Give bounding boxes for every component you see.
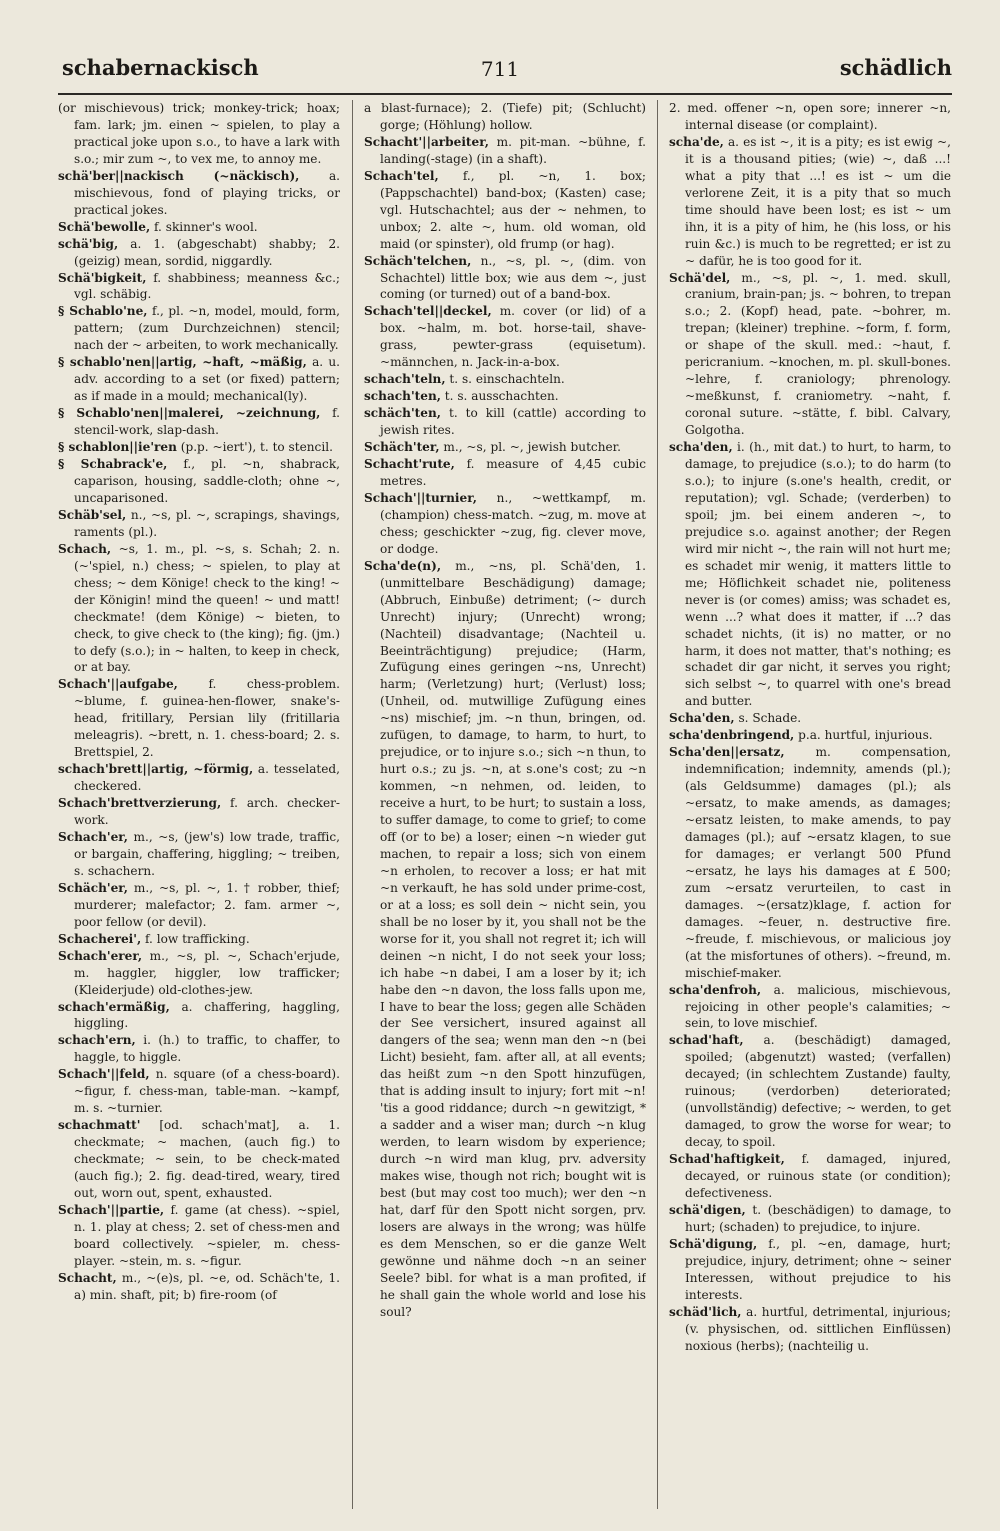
dictionary-entry (58, 219, 340, 236)
column-3 (669, 100, 951, 1509)
entry-definition: f. damaged, injured, decayed, or ruinous state (or condition); defectiveness. (685, 1152, 951, 1200)
column-divider (657, 100, 658, 1509)
dictionary-entry (58, 168, 340, 219)
dictionary-entry (669, 270, 951, 440)
dictionary-entry (58, 829, 340, 880)
entry-definition: n., ~s, pl. ~, scrapings, shavings, raments (pl.). (74, 507, 340, 539)
headword: schach'ern, (58, 1033, 136, 1048)
dictionary-entry (364, 303, 646, 371)
dictionary-entry (58, 303, 340, 354)
dictionary-entry (669, 1202, 951, 1236)
dictionary-entry (58, 1032, 340, 1066)
dictionary-entry (669, 727, 951, 744)
dictionary-entry (58, 931, 340, 948)
headword: scha'denfroh, (669, 982, 762, 997)
dictionary-entry (669, 1304, 951, 1355)
headword: § schablon||ie'ren (58, 440, 177, 455)
entry-definition: m., ~s, pl. ~, 1. † robber, thief; murderer; malefactor; 2. fam. armer ~, poor fellow (or devil). (74, 880, 340, 929)
dictionary-entry (58, 1066, 340, 1117)
entry-definition: a blast-furnace); 2. (Tiefe) pit; (Schlucht) gorge; (Höhlung) hollow. (364, 101, 646, 132)
entry-definition: f., pl. ~n, 1. box; (Pappschachtel) band-box; (Kasten) case; vgl. Hutschachtel; aus der ~ nehmen, to unbox; 2. alte ~, hum. old woman, old maid (or spinster), old frump (or hag). (380, 168, 646, 251)
headword: § schablo'nen||artig, ~haft, ~mäßig, (58, 355, 307, 370)
entry-definition: ~s, 1. m., pl. ~s, s. Schah; 2. n. (~'spiel, n.) chess; ~ spielen, to play at chess; ~ dem Könige! check to the king! ~ der Königin! mind the queen! ~ und matt! checkmate! (dem Könige) ~ bieten, to check, to give check to (the king); fig. (jm.) to defy (s.o.); in ~ halten, to keep in check, or at bay. (74, 541, 340, 675)
entry-definition: n., ~s, pl. ~, (dim. von Schachtel) little box; wie aus dem ~, just coming (or turned) out of a band-box. (380, 253, 646, 302)
entry-definition: m., ~s, pl. ~, Schach'erjude, m. haggler, higgler, low trafficker; (Kleiderjude) old-clothes-jew. (74, 948, 340, 997)
headword: Schach'brettverzierung, (58, 796, 222, 811)
dictionary-entry (58, 354, 340, 405)
entry-definition: t. to kill (cattle) according to jewish rites. (380, 406, 646, 438)
dictionary-entry (669, 100, 951, 134)
headword: Schach'||partie, (58, 1202, 165, 1217)
headword: Schä'digung, (669, 1236, 758, 1251)
dictionary-entry (364, 371, 646, 388)
entry-definition: f. shabbiness; meanness &c.; vgl. schäbig. (74, 270, 340, 302)
headword: scha'den, (669, 440, 733, 455)
entry-definition: m. compensation, indemnification; indemnity, amends (pl.); (als Geldsumme) damages (pl.); als ~ersatz, to make amends, as damages; ~ersatz leisten, to make amends, to pay damages (pl.); auf ~ersatz klagen, to sue for damages; er verlangt 500 Pfund ~ersatz, he lays his damages at £ 500; zum ~ersatz verurteilen, to cast in damages. ~(ersatz)klage, f. action for damages. ~feuer, n. destructive fire. ~freude, f. mischievous, or malicious joy (at the misfortunes of others). ~freund, m. mischief-maker. (685, 745, 951, 980)
entry-definition: f. arch. checker-work. (74, 796, 340, 828)
entry-definition: f. game (at chess). ~spiel, n. 1. play at chess; 2. set of chess-men and board collectively. ~spieler, m. chess-player. ~stein, m. s. ~figur. (74, 1202, 340, 1268)
left-guide-word: schabernackisch (62, 55, 259, 80)
entry-definition: (or mischievous) trick; monkey-trick; hoax; fam. lark; jm. einen ~ spielen, to play a practical joke upon s.o., to have a lark with s.o.; mir zum ~, to vex me, to annoy me. (58, 101, 340, 166)
dictionary-entry (58, 676, 340, 761)
dictionary-entry (58, 1117, 340, 1202)
column-divider (352, 100, 353, 1509)
entry-definition: m. cover (or lid) of a box. ~halm, m. bot. horse-tail, shave-grass, pewter-grass (equisetum). ~männchen, n. Jack-in-a-box. (380, 304, 646, 370)
entry-definition: 2. med. offener ~n, open sore; innerer ~n, internal disease (or complaint). (669, 101, 951, 132)
entry-definition: m., ~ns, pl. Schä'den, 1. (unmittelbare Beschädigung) damage; (Abbruch, Einbuße) detriment; (~ durch Unrecht) injury; (Unrecht) wrong; (Nachteil) disadvantage; (Nachteil u. Beeinträchtigung) prejudice; (Harm, Zufügung eines geringen ~ns, Unrecht) harm; (Verletzung) hurt; (Verlust) loss; (Unheil, od. mutwillige Zufügung eines ~ns) mischief; jm. ~n thun, bringen, od. zufügen, to damage, to harm, to hurt, to prejudice, or to injure s.o.; sich ~n thun, to hurt o.s.; zu js. ~n, at s.one's cost; zu ~n kommen, ~n nehmen, od. leiden, to receive a hurt, to be hurt; to sustain a loss, to suffer damage, to come to grief; to come off (or to be) a loser; einen ~n wieder gut machen, to repair a loss; sich von einem ~n erholen, to recover a loss; er hat mit ~n verkauft, he has sold under prime-cost, or at a loss; es soll dein ~ nicht sein, you shall be no loser by it, you shall not be the worse for it, you shall not regret it; ich will deinen ~n nicht, I do not seek your loss; ich habe ~n dabei, I am a loser by it; ich habe den ~n davon, the loss falls upon me, I have to bear the loss; gegen alle Schäden der See versichert, insured against all dangers of the sea; wenn man den ~n (bei Licht) besieht, fam. after all, at all events; das heißt zum ~n den Spott hinzufügen, that is adding insult to injury; fort mit ~n! 'tis a good riddance; durch ~n gewitzigt, * a sadder and a wiser man; durch ~n klug werden, to learn wisdom by experience; durch ~n wird man klug, prv. adversity makes wise, though not rich; bought wit is best (but may cost too much); wer den ~n hat, darf für den Spott nicht sorgen, prv. losers are always in the wrong; was hülfe es dem Menschen, so er die ganze Welt gewönne und nähme doch ~n an seiner Seele? bibl. for what is a man profited, if he shall gain the whole world and lose his soul? (380, 558, 646, 1319)
entry-definition: f. measure of 4,45 cubic metres. (380, 457, 646, 488)
entry-definition: f. chess-problem. ~blume, f. guinea-hen-flower, snake's-head, fritillary, Persian lily (fritillaria meleagris). ~brett, n. 1. chess-board; 2. s. Brettspiel, 2. (74, 677, 340, 760)
headword: scha'denbringend, (669, 728, 795, 743)
page-number: 711 (480, 57, 520, 81)
entry-definition: (p.p. ~iert'), t. to stencil. (176, 440, 333, 455)
entry-definition: a. 1. (abgeschabt) shabby; 2. (geizig) mean, sordid, niggardly. (74, 236, 340, 268)
entry-definition: p.a. hurtful, injurious. (794, 728, 933, 743)
headword: schach'brett||artig, ~förmig, (58, 762, 254, 777)
entry-definition: n. square (of a chess-board). ~figur, f. chess-man, table-man. ~kampf, m. s. ~turnier. (74, 1067, 340, 1116)
dictionary-entry (58, 405, 340, 439)
headword: Schach'erer, (58, 948, 143, 963)
header-rule (58, 93, 952, 95)
headword: Schacherei', (58, 931, 142, 946)
dictionary-entry (58, 270, 340, 304)
headword: Schach'||turnier, (364, 490, 477, 505)
dictionary-entry (58, 439, 340, 456)
headword: Schäch'telchen, (364, 253, 472, 268)
headword: Scha'de(n), (364, 558, 442, 573)
headword: Schach'||aufgabe, (58, 677, 178, 692)
entry-definition: m., ~(e)s, pl. ~e, od. Schäch'te, 1. a) min. shaft, pit; b) fire-room (of (74, 1270, 340, 1302)
headword: § Schablo'nen||malerei, ~zeichnung, (58, 406, 321, 421)
entry-definition: i. (h.) to traffic, to chaffer, to haggle, to higgle. (74, 1033, 340, 1065)
entry-definition: f. skinner's wool. (150, 219, 258, 234)
dictionary-entry (58, 948, 340, 999)
dictionary-entry (669, 982, 951, 1033)
dictionary-entry (669, 710, 951, 727)
column-2 (364, 100, 646, 1509)
headword: Schach'tel||deckel, (364, 304, 492, 319)
headword: Schach'tel, (364, 168, 439, 183)
dictionary-entry (58, 236, 340, 270)
entry-definition: m., ~s, pl. ~, jewish butcher. (439, 440, 621, 455)
headword: Schach'||feld, (58, 1067, 150, 1082)
headword: Scha'den, (669, 711, 735, 726)
entry-definition: t. (beschädigen) to damage, to hurt; (schaden) to prejudice, to injure. (685, 1202, 951, 1234)
dictionary-entry (58, 100, 340, 168)
entry-definition: a. chaffering, haggling, higgling. (74, 999, 340, 1031)
dictionary-entry (364, 405, 646, 439)
entry-definition: f., pl. ~n, shabrack, caparison, housing, saddle-cloth; ohne ~, uncaparisoned. (74, 457, 340, 505)
entry-definition: a. hurtful, detrimental, injurious; (v. physischen, od. sittlichen Einflüssen) noxious (herbs); (nachteilig u. (685, 1304, 951, 1353)
right-guide-word: schädlich (839, 55, 952, 80)
dictionary-entry (58, 1270, 340, 1304)
dictionary-entry (364, 456, 646, 490)
dictionary-entry (669, 439, 951, 710)
dictionary-entry (364, 168, 646, 253)
dictionary-entry (364, 253, 646, 304)
entry-definition: f., pl. ~n, model, mould, form, pattern; (zum Durchzeichnen) stencil; nach der ~ arbeiten, to work mechanically. (74, 304, 340, 353)
column-1 (58, 100, 340, 1509)
headword: schach'ten, (364, 389, 441, 404)
dictionary-entry (364, 388, 646, 405)
headword: schad'haft, (669, 1033, 744, 1048)
entry-definition: a. es ist ~, it is a pity; es ist ewig ~, it is a thousand pities; (wie) ~, daß ...! what a pity that ...! es ist ~ um die verlorene Zeit, it is a pity that so much time should have been lost; es ist ~ um ihn, it is a pity of him, he (his loss, or his ruin &c.) is much to be regretted; er ist zu ~ dafür, he is too good for it. (685, 134, 951, 268)
headword: schä'big, (58, 236, 119, 251)
headword: Schäb'sel, (58, 507, 127, 522)
entry-definition: i. (h., mit dat.) to hurt, to harm, to damage, to prejudice (s.o.); to do harm (to s.o.); to injure (s.one's health, credit, or reputation); vgl. Schade; (verderben) to spoil; jm. bei einem anderen ~, to prejudice s.o. against another; der Regen wird mir nicht ~, the rain will not hurt me; es schadet mir wenig, it matters little to me; Höflichkeit schadet nie, politeness never is (or comes) amiss; was schadet es, wenn ...? what does it matter, if ...? das schadet nichts, (it is) no matter, or no harm, it does not matter, that's nothing; es schadet dir gar nicht, it serves you right; sich selbst ~, to quarrel with one's bread and butter. (685, 440, 951, 709)
entry-definition: [od. schach'mat], a. 1. checkmate; ~ machen, (auch fig.) to checkmate; ~ sein, to be check-mated (auch fig.); 2. fig. dead-tired, weary, tired out, worn out, spent, exhausted. (74, 1118, 340, 1200)
headword: schäd'lich, (669, 1304, 742, 1319)
entry-definition: f., pl. ~en, damage, hurt; prejudice, injury, detriment; ohne ~ seiner Interessen, without prejudice to his interests. (685, 1236, 951, 1302)
dictionary-entry (364, 134, 646, 168)
headword: Schad'haftigkeit, (669, 1152, 785, 1167)
dictionary-entry (669, 1236, 951, 1304)
headword: Scha'den||ersatz, (669, 745, 785, 760)
dictionary-entry (364, 100, 646, 134)
headword: Schä'del, (669, 270, 731, 285)
entry-definition: m., ~s, pl. ~, 1. med. skull, cranium, brain-pan; js. ~ bohren, to trepan s.o.; 2. (Kopf) head, pate. ~bohrer, m. trepan; (kleiner) trephine. ~form, f. form, or shape of the skull. med.: ~haut, f. pericranium. ~knochen, m. pl. skull-bones. ~lehre, f. craniology; phrenology. ~meßkunst, f. craniometry. ~naht, f. coronal suture. ~stätte, f. bibl. Calvary, Golgotha. (685, 270, 951, 438)
headword: schach'ermäßig, (58, 999, 170, 1014)
dictionary-entry (58, 507, 340, 541)
dictionary-entry (364, 439, 646, 456)
dictionary-entry (58, 456, 340, 507)
headword: schä'ber||nackisch (~näckisch), (58, 168, 300, 183)
headword: Schäch'er, (58, 880, 128, 895)
dictionary-entry (58, 761, 340, 795)
headword: schachmatt' (58, 1118, 141, 1133)
headword: Schäch'ter, (364, 440, 440, 455)
dictionary-entry (58, 999, 340, 1033)
dictionary-entry (364, 490, 646, 558)
entry-definition: t. s. einschachteln. (445, 372, 565, 387)
headword: § Schablo'ne, (58, 304, 148, 319)
headword: Schacht, (58, 1270, 117, 1285)
dictionary-entry (364, 558, 646, 1321)
headword: schach'teln, (364, 372, 446, 387)
entry-definition: n., ~wettkampf, m. (champion) chess-match. ~zug, m. move at chess; geschickter ~zug, fig. clever move, or dodge. (380, 490, 646, 556)
dictionary-entry (58, 541, 340, 677)
entry-definition: f. stencil-work, slap-dash. (74, 406, 340, 438)
dictionary-entry (669, 134, 951, 270)
headword: scha'de, (669, 134, 724, 149)
entry-definition: m., ~s, (jew's) low trade, traffic, or bargain, chaffering, higgling; ~ treiben, s. schachern. (74, 829, 340, 878)
headword: schäch'ten, (364, 406, 441, 421)
headword: Schä'bigkeit, (58, 270, 147, 285)
dictionary-entry (669, 744, 951, 981)
headword: Schacht'||arbeiter, (364, 134, 489, 149)
dictionary-entry (669, 1032, 951, 1151)
headword: schä'digen, (669, 1202, 746, 1217)
entry-definition: a. tesselated, checkered. (74, 762, 340, 794)
entry-definition: m. pit-man. ~bühne, f. landing(-stage) (in a shaft). (380, 134, 646, 166)
headword: Schacht'rute, (364, 457, 455, 472)
headword: Schach'er, (58, 829, 128, 844)
entry-definition: a. (beschädigt) damaged, spoiled; (abgenutzt) wasted; (verfallen) decayed; (in schlechtem Zustande) faulty, ruinous; (verdorben) deteriorated; (unvollständig) defective; ~ werden, to get damaged, to grow the worse for wear; to decay, to spoil. (685, 1033, 951, 1150)
entry-definition: t. s. ausschachten. (440, 389, 559, 404)
dictionary-entry (58, 880, 340, 931)
entry-definition: f. low trafficking. (141, 931, 250, 946)
headword: Schach, (58, 541, 112, 556)
headword: Schä'bewolle, (58, 219, 151, 234)
dictionary-entry (669, 1151, 951, 1202)
entry-definition: a. u. adv. according to a set (or fixed) pattern; as if made in a mould; mechanical(ly). (74, 355, 340, 404)
dictionary-entry (58, 1202, 340, 1270)
dictionary-entry (58, 795, 340, 829)
entry-definition: a. mischievous, fond of playing tricks, or practical jokes. (74, 168, 340, 217)
entry-definition: a. malicious, mischievous, rejoicing in other people's calamities; ~ sein, to love mischief. (685, 982, 951, 1031)
entry-definition: s. Schade. (734, 711, 802, 726)
headword: § Schabrack'e, (58, 457, 168, 472)
